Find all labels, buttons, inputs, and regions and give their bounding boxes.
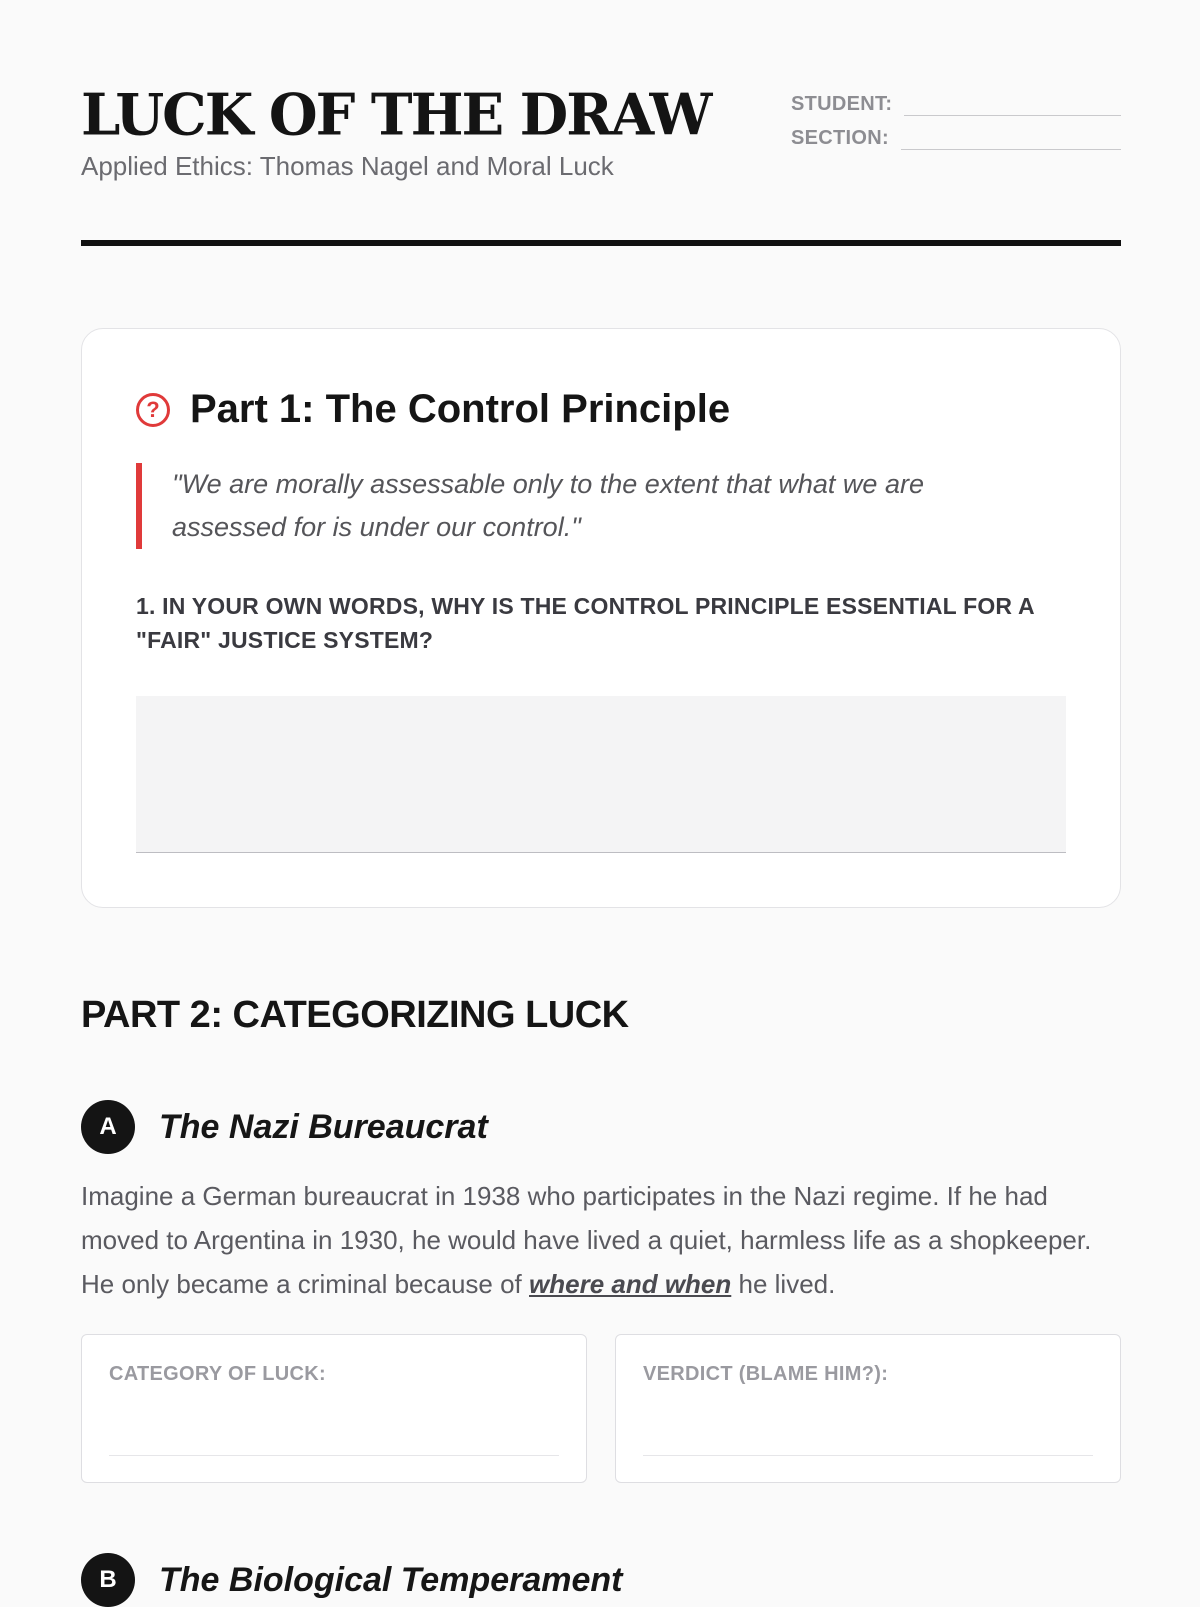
case-b-heading [81, 1553, 623, 1607]
section-row [791, 116, 1121, 150]
part1-heading [136, 387, 730, 432]
case-a-category-field[interactable] [81, 1334, 587, 1483]
student-name-field[interactable] [904, 93, 1121, 116]
section-field[interactable] [901, 127, 1121, 150]
case-a-text-end: he lived. [731, 1269, 836, 1299]
case-a-title: The Nazi Bureaucrat [159, 1107, 488, 1146]
question-1: 1. IN YOUR OWN WORDS, WHY IS THE CONTROL PRINCIPLE ESSENTIAL FOR A "FAIR" JUSTICE SYSTEM? [136, 593, 1034, 653]
page-title: LUCK OF THE DRAW [81, 81, 711, 149]
student-row [791, 82, 1121, 116]
case-a-verdict-label: VERDICT (BLAME HIM?): [643, 1363, 889, 1385]
control-principle-quote: "We are morally assessable only to the extent that what we are assessed for is under our control." [136, 463, 996, 549]
case-a-badge: A [81, 1100, 135, 1154]
worksheet-header [81, 82, 1121, 247]
header-divider [81, 240, 1121, 246]
case-a-verdict-line [643, 1455, 1093, 1456]
page-subtitle: Applied Ethics: Thomas Nagel and Moral Luck [81, 151, 614, 181]
student-meta [791, 82, 1121, 150]
case-a-verdict-field[interactable] [615, 1334, 1121, 1483]
case-a-description [81, 1174, 1121, 1306]
part1-card [81, 328, 1121, 908]
student-label: STUDENT: [791, 93, 893, 115]
help-circle-icon: ? [136, 393, 170, 427]
case-a-heading [81, 1100, 488, 1154]
case-a-category-line [109, 1455, 559, 1456]
case-a-text: Imagine a German bureaucrat in 1938 who participates in the Nazi regime. If he had moved to Argentina in 1930, he would have lived a quiet, harmless life as a shopkeeper. He only became a criminal because of [81, 1181, 1092, 1299]
case-a-emphasis: where and when [529, 1269, 732, 1299]
case-a-category-label: CATEGORY OF LUCK: [109, 1363, 326, 1385]
case-b-badge: B [81, 1553, 135, 1607]
part1-title: Part 1: The Control Principle [190, 387, 731, 431]
case-b-title: The Biological Temperament [159, 1560, 623, 1599]
section-label: SECTION: [791, 127, 889, 149]
question-1-answer-field[interactable] [136, 696, 1066, 853]
part2-title: PART 2: CATEGORIZING LUCK [81, 994, 629, 1036]
